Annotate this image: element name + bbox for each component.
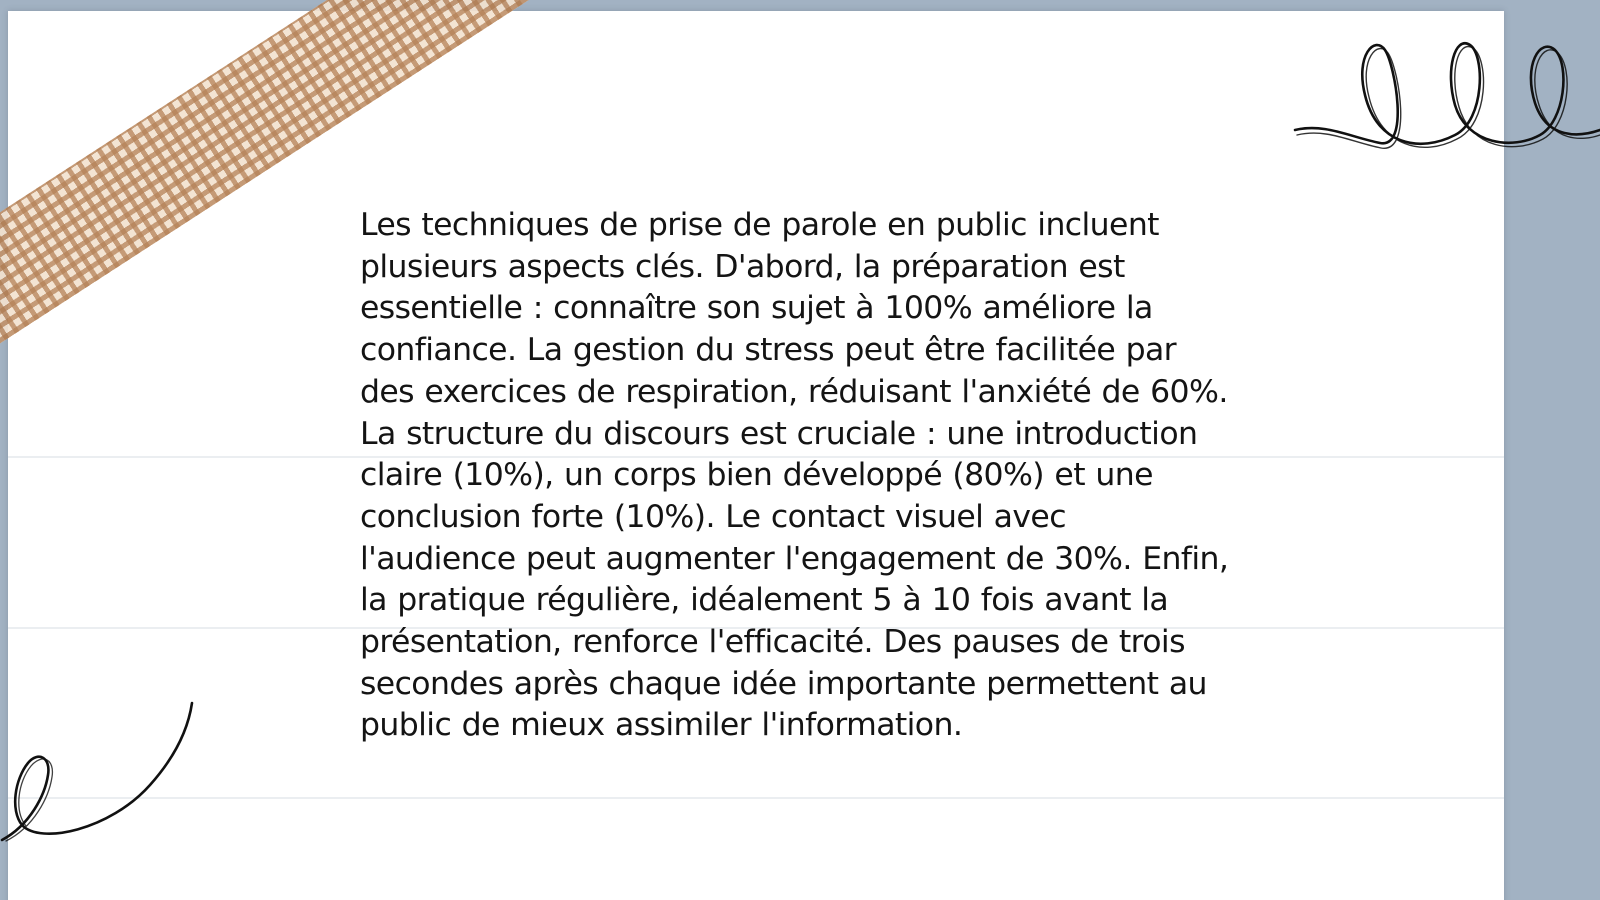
- loop-swoosh-doodle-icon: [0, 695, 200, 845]
- paper-rule-line: [8, 797, 1504, 799]
- loop-squiggle-doodle-icon: [1285, 25, 1600, 175]
- main-paragraph: Les techniques de prise de parole en public incluent plusieurs aspects clés. D'abord, la préparation est essentielle : connaître son sujet à 100% améliore la confiance. La gestion du stress peut être facilitée par des exercices de respiration, réduisant l'anxiété de 60%. La structure du discours est cruciale : une introduction claire (10%), un corps bien développé (80%) et une conclusion forte (10%). Le contact visuel avec l'audience peut augmenter l'engagement de 30%. Enfin, la pratique régulière, idéalement 5 à 10 fois avant la présentation, renforce l'efficacité. Des pauses de trois secondes après chaque idée importante permettent au public de mieux assimiler l'information.: [360, 207, 1229, 744]
